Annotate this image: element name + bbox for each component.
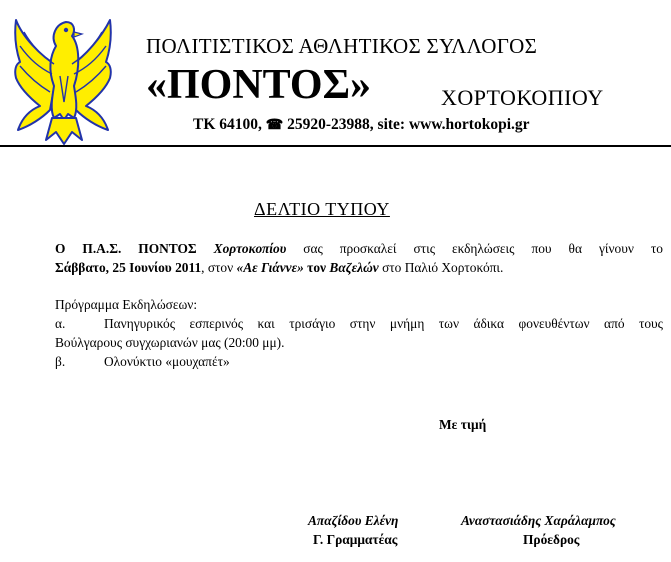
phone-icon: ☎ (265, 118, 284, 133)
program-item-text: Πανηγυρικός εσπερινός και τρισάγιο στην μνήμη των άδικα φονευθέντων από τους (104, 316, 663, 331)
eagle-logo-icon (10, 6, 115, 146)
program-item-marker: β. (55, 354, 66, 369)
intro-line-1 (55, 241, 663, 257)
site-label: site: (377, 116, 406, 133)
intro-line-2 (55, 260, 503, 276)
program-item-text: Ολονύκτιο «μουχαπέτ» (104, 354, 230, 369)
org-place: ΧΟΡΤΟΚΟΠΙΟΥ (441, 85, 604, 110)
signature-name: Απαζίδου Ελένη (308, 513, 399, 528)
intro-text: σας προσκαλεί στις εκδηλώσεις που θα γίνουν το (303, 241, 663, 256)
program-item-continuation: Βούλγαρους συγχωριανών μας (20:00 μμ). (55, 335, 285, 350)
intro-venue: «Αε Γιάννε» (236, 260, 304, 275)
site-link[interactable]: www.hortokopi.gr (408, 116, 530, 133)
signature-role: Γ. Γραμματέας (313, 532, 398, 547)
signature-role: Πρόεδρος (523, 532, 580, 547)
program-heading: Πρόγραμμα Εκδηλώσεων: (55, 297, 198, 312)
intro-venue-name: Βαζελών (329, 260, 379, 275)
intro-village: Χορτοκοπίου (213, 241, 287, 256)
phone-number: 25920-23988, (287, 116, 374, 133)
signature-name: Αναστασιάδης Χαράλαμπος (461, 513, 616, 528)
closing-text: Με τιμή (439, 417, 487, 432)
org-name: «ΠΟΝΤΟΣ» (146, 62, 372, 108)
document-title: ΔΕΛΤΙΟ ΤΥΠΟΥ (254, 199, 390, 219)
intro-date: Σάββατο, 25 Ιουνίου 2011 (55, 260, 202, 275)
intro-mid: , στον (201, 260, 234, 275)
intro-venue-article: τον (307, 260, 327, 275)
intro-org: Ο Π.Α.Σ. ΠΟΝΤΟΣ (55, 241, 197, 256)
postal-code: ΤΚ 64100, (193, 116, 262, 133)
contact-line (193, 116, 530, 134)
org-line: ΠΟΛΙΤΙΣΤΙΚΟΣ ΑΘΛΗΤΙΚΟΣ ΣΥΛΛΟΓΟΣ (146, 34, 538, 58)
intro-location: στο Παλιό Χορτοκόπι. (382, 260, 504, 275)
header-divider (0, 145, 671, 147)
program-item-marker: α. (55, 316, 66, 331)
